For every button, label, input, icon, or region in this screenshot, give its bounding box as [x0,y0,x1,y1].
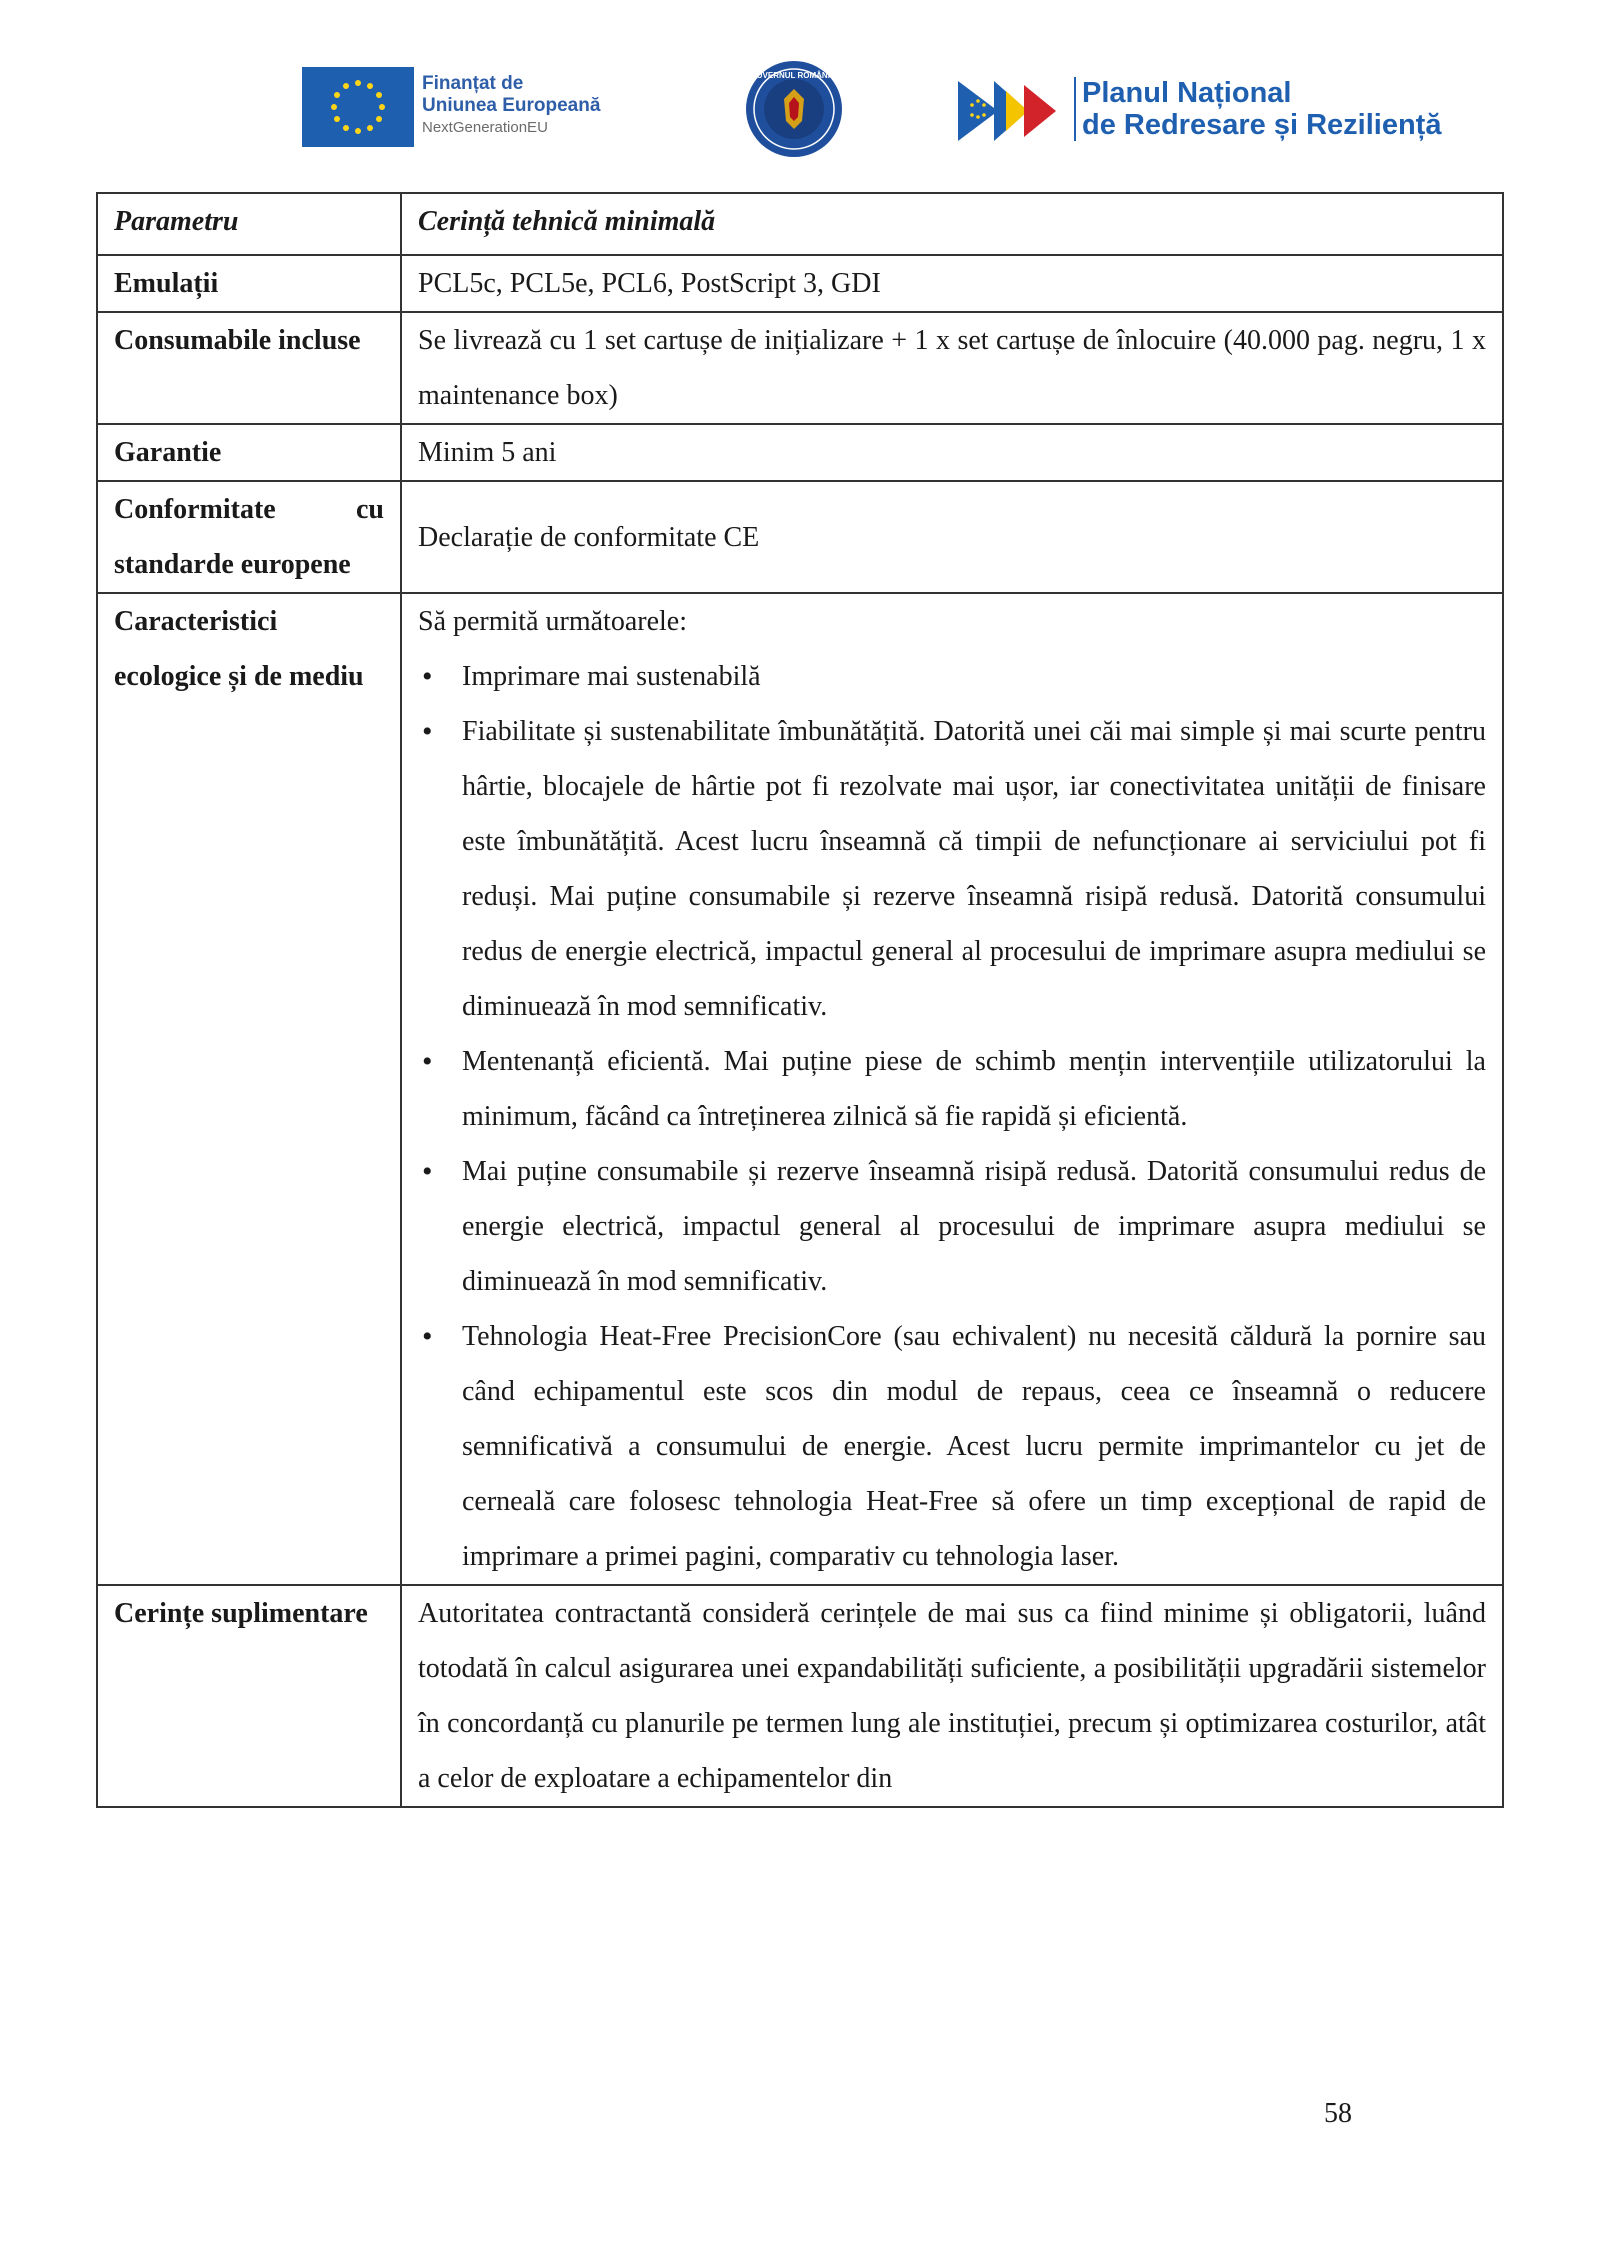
table-row [97,593,1503,1585]
table-row [97,255,1503,312]
row-value-consumables: Se livrează cu 1 set cartușe de inițializare + 1 x set cartușe de înlocuire (40.000 pag. negru, 1 x maintenance box) [401,312,1503,424]
row-param-consumables: Consumabile incluse [97,312,401,424]
romanian-government-seal-icon [744,59,844,159]
header-requirement-cell: Cerință tehnică minimală [401,193,1503,255]
eu-logo-text [422,73,600,139]
table-row [97,1585,1503,1807]
list-item: • Fiabilitate și sustenabilitate îmbunătățită. Datorită unei căi mai simple și mai scurte pentru hârtie, blocajele de hârtie pot fi rezolvate mai ușor, iar conectivitatea unității de finisare este îmbunătățită. Acest lucru înseamnă că timpii de nefuncționare ai serviciului pot fi reduși. Mai puține consumabile și rezerve înseamnă risipă redusă. Datorită consumului redus de energie electrică, impactul general al procesului de imprimare asupra mediului se diminuează în mod semnificativ. [418,704,1486,1034]
pnrr-arrows-icon [958,75,1068,147]
table-row [97,312,1503,424]
row-value-emulations: PCL5c, PCL5e, PCL6, PostScript 3, GDI [401,255,1503,312]
page-number: 58 [1324,2098,1352,2129]
list-item: • Imprimare mai sustenabilă [418,649,1486,704]
header-param-cell: Parametru [97,193,401,255]
gov-seal-text: GUVERNUL ROMÂNIEI [750,71,838,80]
eu-logo-line1: Finanțat de [422,73,524,94]
table-row [97,481,1503,593]
technical-spec-table [96,192,1504,1808]
row-value-warranty: Minim 5 ani [401,424,1503,481]
ecological-bullet-list [418,649,1486,1584]
table-header-row [97,193,1503,255]
list-item: • Mentenanță eficientă. Mai puține piese de schimb mențin intervențiile utilizatorului la minimum, făcând ca întreținerea zilnică să fie rapidă și eficientă. [418,1034,1486,1144]
row-value-ecological [401,593,1503,1585]
pnrr-logo-line2: de Redresare și Reziliență [1082,109,1442,141]
row-value-additional: Autoritatea contractantă consideră cerințele de mai sus ca fiind minime și obligatorii, luând totodată în calcul asigurarea unei expandabilități suficiente, a posibilității upgradării sistemelor în concordanță cu planurile pe termen lung ale instituției, precum și optimizarea costurilor, atât a celor de exploatare a echipamentelor din [401,1585,1503,1807]
pnrr-logo-text [1074,77,1441,141]
pnrr-logo-line1: Planul Național [1082,77,1292,109]
eu-logo-line3: NextGenerationEU [422,119,548,136]
page-header [0,55,1600,165]
list-item: • Mai puține consumabile și rezerve înseamnă risipă redusă. Datorită consumului redus de energie electrică, impactul general al procesului de imprimare asupra mediului se diminuează în mod semnificativ. [418,1144,1486,1309]
row-param-additional: Cerințe suplimentare [97,1585,401,1807]
table-row [97,424,1503,481]
row-param-ecological: Caracteristici ecologice și de mediu [97,593,401,1585]
row-param-emulations: Emulații [97,255,401,312]
row-value-conformity: Declarație de conformitate CE [401,481,1503,593]
row-param-warranty: Garantie [97,424,401,481]
list-item: • Tehnologia Heat-Free PrecisionCore (sau echivalent) nu necesită căldură la pornire sau când echipamentul este scos din modul de repaus, ceea ce înseamnă o reducere semnificativă a consumului de energie. Acest lucru permite imprimantelor cu jet de cerneală care folosesc tehnologia Heat-Free să ofere un timp excepțional de rapid de imprimare a primei pagini, comparativ cu tehnologia laser. [418,1309,1486,1584]
row-param-conformity: Conformitate cu standarde europene [97,481,401,593]
eu-logo-line2: Uniunea Europeană [422,95,601,116]
eu-flag-icon [302,67,414,147]
ecological-intro: Să permită următoarele: [418,606,687,637]
